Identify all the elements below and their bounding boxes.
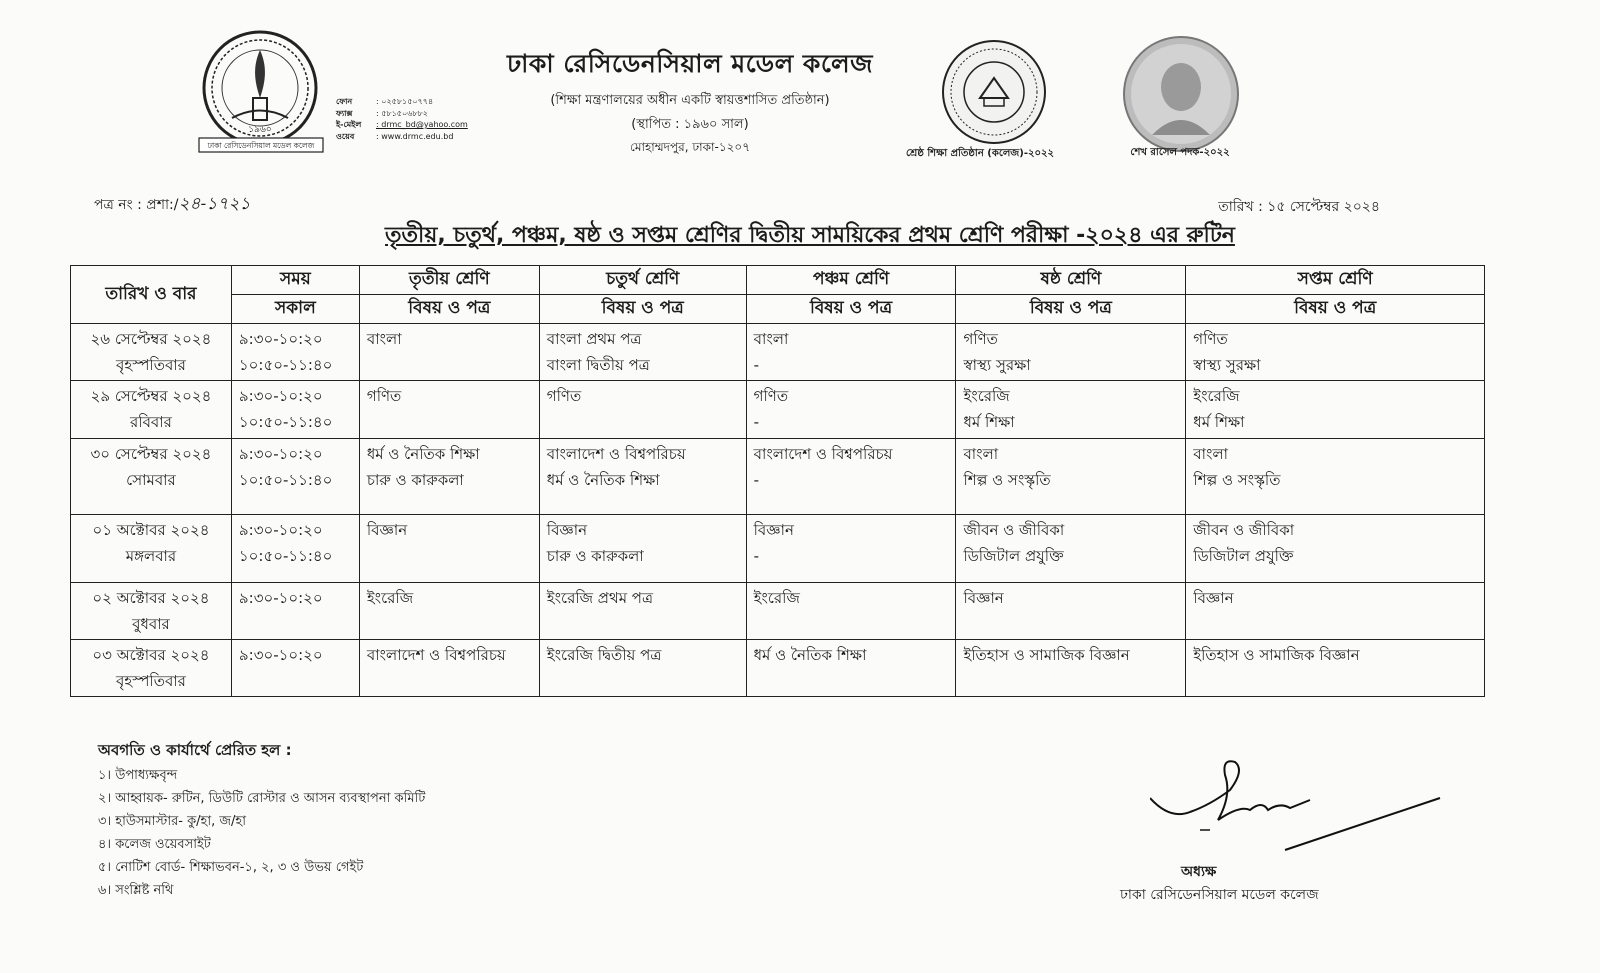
exam-routine-table bbox=[70, 265, 1485, 697]
subject: ধর্ম ও নৈতিক শিক্ষা bbox=[546, 471, 660, 489]
subject: বাংলাদেশ ও বিশ্বপরিচয় bbox=[546, 445, 686, 463]
subject-cell bbox=[539, 515, 746, 583]
subject: - bbox=[753, 356, 760, 374]
subject: স্বাস্থ্য সুরক্ষা bbox=[963, 356, 1031, 374]
subject: জীবন ও জীবিকা bbox=[963, 521, 1065, 539]
subject-cell bbox=[539, 381, 746, 439]
subject: ডিজিটাল প্রযুক্তি bbox=[963, 547, 1064, 565]
subject: বাংলাদেশ ও বিশ্বপরিচয় bbox=[753, 445, 893, 463]
subject: ধর্ম শিক্ষা bbox=[1193, 413, 1245, 431]
subject-header: বিষয় ও পত্র bbox=[359, 295, 539, 324]
subject-cell bbox=[359, 324, 539, 381]
subject-cell bbox=[1186, 583, 1485, 640]
college-name: ঢাকা রেসিডেনসিয়াল মডেল কলেজ bbox=[507, 49, 873, 78]
memo-number: পত্র নং : প্রশা:/২৪-১৭২১ bbox=[94, 194, 251, 214]
college-address: মোহাম্মদপুর, ঢাকা-১২০৭ bbox=[629, 140, 751, 154]
subject: গণিত bbox=[753, 387, 789, 405]
principal-title: অধ্যক্ষ bbox=[1181, 864, 1217, 880]
list-item: ৩। হাউসমাস্টার- কু/হা, জ/হা bbox=[98, 814, 247, 829]
exam-day: মঙ্গলবার bbox=[125, 547, 177, 565]
subject-cell bbox=[539, 439, 746, 515]
subject: ডিজিটাল প্রযুক্তি bbox=[1193, 547, 1294, 565]
subject-cell bbox=[1186, 439, 1485, 515]
exam-day: বুধবার bbox=[132, 615, 170, 633]
time-cell bbox=[231, 583, 359, 640]
subject: গণিত bbox=[366, 387, 402, 405]
subject: চারু ও কারুকলা bbox=[366, 471, 464, 489]
logo-year: ১৯৬০ bbox=[248, 125, 272, 135]
list-item: ৫। নোটিশ বোর্ড- শিক্ষাভবন-১, ২, ৩ ও উভয় গেইট bbox=[98, 860, 364, 875]
college-established: (স্থাপিত : ১৯৬০ সাল) bbox=[631, 117, 749, 132]
time-cell bbox=[231, 439, 359, 515]
principal-signature bbox=[1150, 750, 1450, 870]
subject: শিল্প ও সংস্কৃতি bbox=[1193, 471, 1281, 489]
subject: ইংরেজি bbox=[366, 589, 414, 607]
class-header: চতুর্থ শ্রেণি bbox=[539, 266, 746, 295]
subject: বাংলা প্রথম পত্র bbox=[546, 330, 642, 348]
subject: গণিত bbox=[963, 330, 998, 348]
subject: বিজ্ঞান bbox=[546, 521, 588, 539]
contact-fax: ফ্যাক্স : ৫৮১৫০৬৮৮২ bbox=[336, 108, 428, 118]
subject-cell bbox=[539, 324, 746, 381]
subject: বাংলাদেশ ও বিশ্বপরিচয় bbox=[366, 646, 506, 664]
subject-cell bbox=[746, 515, 956, 583]
exam-date: ৩০ সেপ্টেম্বর ২০২৪ bbox=[90, 445, 212, 463]
subject: ইংরেজি bbox=[753, 589, 800, 607]
list-item: ৬। সংশ্লিষ্ট নথি bbox=[98, 883, 174, 898]
subject-cell bbox=[1186, 381, 1485, 439]
subject-cell bbox=[956, 583, 1186, 640]
college-subtitle: (শিক্ষা মন্ত্রণালয়ের অধীন একটি স্বায়ত্তশাসিত প্রতিষ্ঠান) bbox=[550, 93, 830, 108]
subject-header: বিষয় ও পত্র bbox=[1186, 295, 1485, 324]
subject: চারু ও কারুকলা bbox=[546, 547, 644, 565]
time-slot: ৯:৩০-১০:২০ bbox=[238, 646, 323, 664]
subject: ইংরেজি প্রথম পত্র bbox=[546, 589, 654, 607]
subject: গণিত bbox=[1193, 330, 1228, 348]
principal-institution: ঢাকা রেসিডেনসিয়াল মডেল কলেজ bbox=[1120, 887, 1319, 903]
subject: বাংলা bbox=[753, 330, 789, 348]
subject-cell bbox=[746, 583, 956, 640]
award1-caption: শ্রেষ্ঠ শিক্ষা প্রতিষ্ঠান (কলেজ)-২০২২ bbox=[906, 148, 1054, 159]
time-slot: ১০:৫০-১১:৪০ bbox=[238, 547, 333, 565]
exam-date: ০৩ অক্টোবর ২০২৪ bbox=[92, 646, 210, 664]
subject-header: বিষয় ও পত্র bbox=[539, 295, 746, 324]
subject-cell bbox=[1186, 640, 1485, 697]
subject-header: বিষয় ও পত্র bbox=[956, 295, 1186, 324]
subject-cell bbox=[539, 640, 746, 697]
time-cell bbox=[231, 381, 359, 439]
date-cell bbox=[71, 324, 232, 381]
subject: বিজ্ঞান bbox=[1193, 589, 1234, 607]
table-row bbox=[71, 583, 1485, 640]
list-item: ২। আহ্বায়ক- রুটিন, ডিউটি রোস্টার ও আসন ব্যবস্থাপনা কমিটি bbox=[98, 791, 426, 806]
exam-day: বৃহস্পতিবার bbox=[115, 672, 186, 690]
subject: ইতিহাস ও সামাজিক বিজ্ঞান bbox=[963, 646, 1130, 664]
subject: বাংলা bbox=[366, 330, 402, 348]
subject-cell bbox=[956, 381, 1186, 439]
routine-body bbox=[71, 324, 1485, 697]
exam-day: সোমবার bbox=[126, 471, 176, 489]
time-header: সময় bbox=[231, 266, 359, 295]
subject-cell bbox=[1186, 515, 1485, 583]
date-cell bbox=[71, 439, 232, 515]
time-cell bbox=[231, 515, 359, 583]
class-header: ষষ্ঠ শ্রেণি bbox=[956, 266, 1186, 295]
subject-cell bbox=[746, 640, 956, 697]
class-header: সপ্তম শ্রেণি bbox=[1186, 266, 1485, 295]
date-cell bbox=[71, 583, 232, 640]
exam-date: ০১ অক্টোবর ২০২৪ bbox=[92, 521, 210, 539]
exam-date: ০২ অক্টোবর ২০২৪ bbox=[92, 589, 210, 607]
subject-cell bbox=[359, 640, 539, 697]
class-header: তৃতীয় শ্রেণি bbox=[359, 266, 539, 295]
subject-cell bbox=[359, 583, 539, 640]
date-cell bbox=[71, 640, 232, 697]
subject: বিজ্ঞান bbox=[753, 521, 794, 539]
notice-date: তারিখ : ১৫ সেপ্টেম্বর ২০২৪ bbox=[1218, 199, 1380, 215]
class-header: পঞ্চম শ্রেণি bbox=[746, 266, 956, 295]
subject-cell bbox=[359, 381, 539, 439]
contact-web[interactable]: ওয়েব : www.drmc.edu.bd bbox=[336, 131, 454, 141]
exam-day: বৃহস্পতিবার bbox=[115, 356, 186, 374]
award2-caption: শেখ রাসেল পদক-২০২২ bbox=[1130, 147, 1230, 158]
time-slot: ৯:৩০-১০:২০ bbox=[238, 521, 323, 539]
time-slot: ১০:৫০-১১:৪০ bbox=[238, 413, 333, 431]
subject: বাংলা bbox=[1193, 445, 1228, 463]
subject-cell bbox=[539, 583, 746, 640]
table-row bbox=[71, 439, 1485, 515]
best-institution-seal bbox=[940, 38, 1048, 146]
subject: জীবন ও জীবিকা bbox=[1193, 521, 1295, 539]
time-slot: ৯:৩০-১০:২০ bbox=[238, 387, 323, 405]
subject: বিজ্ঞান bbox=[366, 521, 408, 539]
table-row bbox=[71, 324, 1485, 381]
subject: ধর্ম শিক্ষা bbox=[963, 413, 1015, 431]
subject: ইংরেজি bbox=[963, 387, 1010, 405]
subject: গণিত bbox=[546, 387, 582, 405]
subject-cell bbox=[956, 515, 1186, 583]
time-slot: ১০:৫০-১১:৪০ bbox=[238, 471, 333, 489]
table-row bbox=[71, 381, 1485, 439]
subject-cell bbox=[746, 381, 956, 439]
subject-cell bbox=[359, 515, 539, 583]
subject-cell bbox=[1186, 324, 1485, 381]
subject: বাংলা bbox=[963, 445, 999, 463]
subject-cell bbox=[956, 324, 1186, 381]
list-item: ১। উপাধ্যক্ষবৃন্দ bbox=[98, 768, 178, 783]
college-logo bbox=[197, 28, 347, 158]
time-slot: ১০:৫০-১১:৪০ bbox=[238, 356, 333, 374]
subject: ইতিহাস ও সামাজিক বিজ্ঞান bbox=[1193, 646, 1360, 664]
subject: - bbox=[753, 471, 760, 489]
subject: স্বাস্থ্য সুরক্ষা bbox=[1193, 356, 1261, 374]
time-slot: ৯:৩০-১০:২০ bbox=[238, 589, 323, 607]
distribution-list bbox=[98, 764, 425, 902]
contact-email[interactable]: ই-মেইল : drmc_bd@yahoo.com bbox=[336, 120, 468, 129]
subject: বাংলা দ্বিতীয় পত্র bbox=[546, 356, 650, 374]
subject: ধর্ম ও নৈতিক শিক্ষা bbox=[753, 646, 867, 664]
time-subheader: সকাল bbox=[231, 295, 359, 324]
exam-date: ২৯ সেপ্টেম্বর ২০২৪ bbox=[90, 387, 212, 405]
time-slot: ৯:৩০-১০:২০ bbox=[238, 445, 323, 463]
subject: - bbox=[753, 413, 760, 431]
table-row bbox=[71, 640, 1485, 697]
exam-day: রবিবার bbox=[130, 413, 172, 431]
subject-cell bbox=[359, 439, 539, 515]
routine-title: তৃতীয়, চতুর্থ, পঞ্চম, ষষ্ঠ ও সপ্তম শ্রেণির দ্বিতীয় সাময়িকের প্রথম শ্রেণি পরীক্ষা -২০২৪ এর রুটিন bbox=[385, 223, 1235, 248]
subject: শিল্প ও সংস্কৃতি bbox=[963, 471, 1051, 489]
college-heading bbox=[440, 44, 940, 159]
date-cell bbox=[71, 381, 232, 439]
contact-phone: ফোন : ০২৫৮১৫০৭৭৪ bbox=[336, 97, 434, 106]
subject: ধর্ম ও নৈতিক শিক্ষা bbox=[366, 445, 480, 463]
sheikh-russel-medal bbox=[1122, 35, 1240, 153]
subject-cell bbox=[956, 640, 1186, 697]
subject-cell bbox=[956, 439, 1186, 515]
subject: বিজ্ঞান bbox=[963, 589, 1004, 607]
date-day-header: তারিখ ও বার bbox=[71, 266, 232, 324]
subject-cell bbox=[746, 439, 956, 515]
exam-date: ২৬ সেপ্টেম্বর ২০২৪ bbox=[90, 330, 212, 348]
subject-cell bbox=[746, 324, 956, 381]
subject: - bbox=[753, 547, 760, 565]
list-item: ৪। কলেজ ওয়েবসাইট bbox=[98, 837, 211, 852]
time-cell bbox=[231, 640, 359, 697]
date-cell bbox=[71, 515, 232, 583]
distribution-heading: অবগতি ও কার্যার্থে প্রেরিত হল : bbox=[98, 741, 292, 759]
subject: ইংরেজি দ্বিতীয় পত্র bbox=[546, 646, 662, 664]
subject: ইংরেজি bbox=[1193, 387, 1240, 405]
subject-header: বিষয় ও পত্র bbox=[746, 295, 956, 324]
table-row bbox=[71, 515, 1485, 583]
time-cell bbox=[231, 324, 359, 381]
logo-ribbon-text: ঢাকা রেসিডেনসিয়াল মডেল কলেজ bbox=[207, 141, 315, 150]
time-slot: ৯:৩০-১০:২০ bbox=[238, 330, 323, 348]
